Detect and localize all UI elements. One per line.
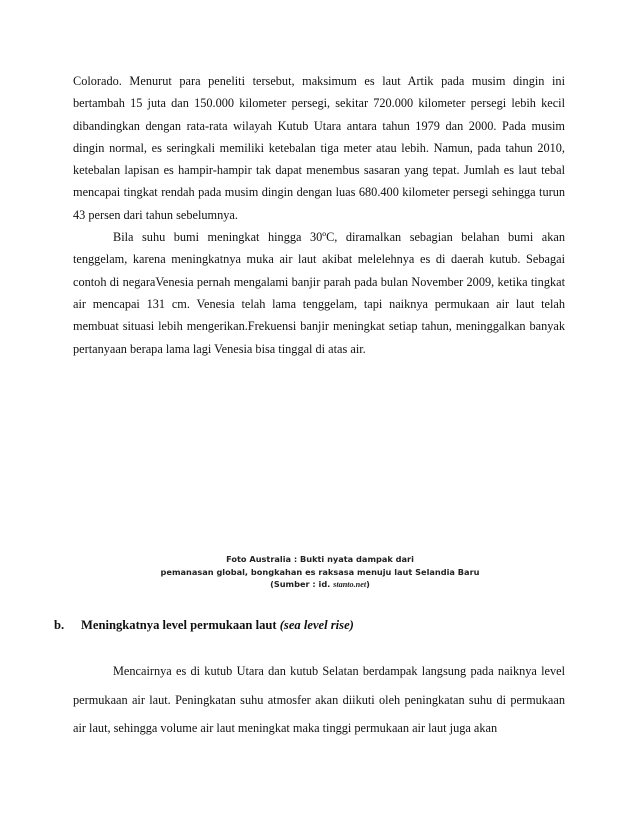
caption-source-suffix: ) — [366, 579, 370, 589]
figure-caption — [150, 553, 490, 592]
section-heading — [54, 616, 574, 634]
paragraph-venice-flood: Bila suhu bumi meningkat hingga 30ºC, diramalkan sebagian belahan bumi akan tenggelam, karena meningkatnya muka air laut akibat melelehnya es di daerah kutub. Sebagai contoh di negaraVenesia pernah mengalami banjir parah pada bulan November 2009, ketika tingkat air mencapai 131 cm. Venesia telah lama tenggelam, tapi naiknya permukaan air laut telah membuat situasi lebih mengerikan.Frekuensi banjir meningkat setiap tahun, meninggalkan banyak pertanyaan berapa lama lagi Venesia bisa tinggal di atas air. — [73, 230, 565, 356]
section-title: Meningkatnya level permukaan laut — [81, 618, 277, 632]
caption-source-site: stanto.net — [333, 580, 367, 589]
caption-line-3 — [150, 578, 490, 592]
figure-placeholder — [73, 395, 565, 535]
caption-line-1: Foto Australia : Bukti nyata dampak dari — [226, 554, 414, 564]
section-title-paren: (sea level rise) — [279, 618, 354, 632]
body-text — [73, 70, 565, 360]
paragraph-sea-level: Mencairnya es di kutub Utara dan kutub Selatan berdampak langsung pada naiknya level permukaan air laut. Peningkatan suhu atmosfer akan diikuti oleh peningkatan suhu di permukaan air laut, sehingga volume air laut meningkat maka tinggi permukaan air laut juga akan — [73, 664, 565, 735]
section-letter: b. — [54, 618, 65, 632]
caption-source-prefix: (Sumber : id. — [270, 579, 331, 589]
paragraph-arctic-ice: Colorado. Menurut para peneliti tersebut, maksimum es laut Artik pada musim dingin ini bertambah 15 juta dan 150.000 kilometer persegi, sekitar 720.000 kilometer persegi lebih kecil dibandingkan dengan rata-rata wilayah Kutub Utara antara tahun 1979 dan 2000. Pada musim dingin normal, es seringkali memiliki ketebalan tiga meter atau lebih. Namun, pada tahun 2010, ketebalan lapisan es hampir-hampir tak dapat menembus sasaran yang tepat. Jumlah es laut tebal mencapai tingkat rendah pada musim dingin dengan luas 680.400 kilometer persegi sehingga turun 43 persen dari tahun sebelumnya. — [73, 74, 565, 222]
caption-line-2: pemanasan global, bongkahan es raksasa menuju laut Selandia Baru — [160, 566, 480, 577]
section-body — [73, 657, 565, 743]
